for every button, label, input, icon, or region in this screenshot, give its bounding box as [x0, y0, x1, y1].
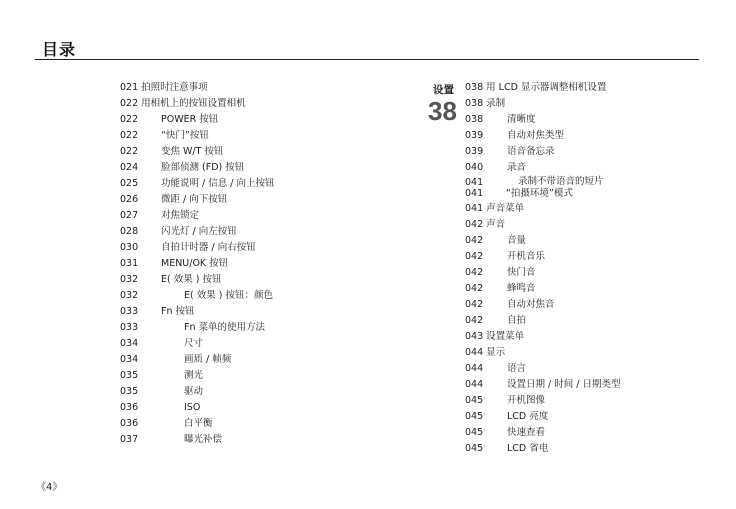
toc-entry-title: 用相机上的按钮设置相机	[141, 98, 246, 109]
toc-entry-title: 白平衡	[184, 418, 213, 429]
toc-entry[interactable]	[120, 416, 420, 432]
toc-entry-title: 自拍计时器 / 向右按钮	[161, 242, 256, 253]
toc-entry[interactable]	[465, 201, 715, 217]
toc-page-number: 043	[465, 331, 484, 342]
toc-page-number: 039	[465, 146, 484, 157]
toc-entry-title: 对焦锁定	[161, 210, 200, 221]
toc-entry[interactable]	[120, 208, 420, 224]
toc-entry-title: POWER 按钮	[161, 114, 219, 125]
toc-entry-title: E( 效果 ) 按钮	[161, 274, 222, 285]
toc-entry[interactable]	[465, 112, 715, 128]
toc-entry[interactable]	[120, 240, 420, 256]
toc-entry-title: 蜂鸣音	[507, 283, 536, 294]
toc-entry-title: “拍摄环境”模式	[506, 188, 573, 199]
toc-page-number: 039	[465, 130, 484, 141]
toc-page-number: 038	[465, 82, 484, 93]
toc-entry-title: 曝光补偿	[184, 434, 223, 445]
toc-page-number: 032	[120, 290, 139, 301]
toc-entry-title: 驱动	[184, 386, 204, 397]
toc-entry[interactable]	[120, 304, 420, 320]
toc-page-number: 036	[120, 418, 139, 429]
toc-entry[interactable]	[465, 128, 715, 144]
toc-entry-title: 自动对焦类型	[507, 130, 565, 141]
toc-page-number: 045	[465, 411, 484, 422]
toc-page-number: 045	[465, 427, 484, 438]
toc-entry[interactable]	[465, 96, 715, 112]
toc-entry[interactable]	[120, 256, 420, 272]
toc-page-number: 022	[120, 98, 139, 109]
toc-entry-title: E( 效果 ) 按钮：颜色	[184, 290, 273, 301]
toc-page-number: 033	[120, 322, 139, 333]
page-number-footer: 《4》	[36, 482, 63, 493]
toc-entry-title: 开机图像	[507, 395, 546, 406]
toc-page-number: 026	[120, 194, 139, 205]
toc-page-number: 042	[465, 251, 484, 262]
toc-page-number: 042	[465, 299, 484, 310]
page-title: 目录	[42, 40, 77, 59]
toc-page-number: 044	[465, 363, 484, 374]
toc-page-number: 041	[465, 188, 484, 199]
toc-entry-title: LCD 省电	[507, 443, 549, 454]
toc-page-number: 036	[120, 402, 139, 413]
toc-entry[interactable]	[120, 288, 420, 304]
toc-page-number: 041	[465, 203, 484, 214]
toc-page-number: 034	[120, 338, 139, 349]
toc-entry-title: 闪光灯 / 向左按钮	[161, 226, 237, 237]
toc-entry[interactable]	[465, 80, 715, 96]
toc-page-number: 045	[465, 395, 484, 406]
toc-entry[interactable]	[465, 361, 715, 377]
toc-entry-title: 设置菜单	[486, 331, 525, 342]
toc-entry-title: 开机音乐	[507, 251, 546, 262]
toc-entry[interactable]	[465, 249, 715, 265]
toc-page-number: 038	[465, 98, 484, 109]
toc-entry-title: 用 LCD 显示器调整相机设置	[486, 82, 607, 93]
toc-entry[interactable]	[465, 441, 715, 457]
toc-page-number: 038	[465, 114, 484, 125]
toc-page-number: 028	[120, 226, 139, 237]
toc-entry[interactable]	[120, 432, 420, 448]
toc-entry[interactable]	[120, 96, 420, 112]
toc-entry-title: 录音	[507, 162, 527, 173]
toc-entry-title: ISO	[184, 402, 201, 413]
toc-entry[interactable]	[465, 377, 715, 393]
toc-entry-title: 微距 / 向下按钮	[161, 194, 228, 205]
toc-entry-title: 音量	[507, 235, 527, 246]
toc-entry[interactable]	[465, 144, 715, 160]
toc-entry[interactable]	[120, 272, 420, 288]
toc-page-number: 044	[465, 379, 484, 390]
toc-page-number: 022	[120, 130, 139, 141]
toc-entry-title: 快速查看	[507, 427, 546, 438]
toc-entry-title: 脸部侦测 (FD) 按钮	[161, 162, 245, 173]
toc-entry[interactable]	[120, 80, 420, 96]
toc-entry[interactable]	[120, 400, 420, 416]
toc-left-column	[120, 80, 420, 448]
toc-page-number: 042	[465, 267, 484, 278]
toc-entry[interactable]	[120, 368, 420, 384]
toc-entry-title: 显示	[486, 347, 506, 358]
toc-entry[interactable]	[120, 384, 420, 400]
toc-page-number: 030	[120, 242, 139, 253]
toc-entry[interactable]	[465, 160, 715, 176]
toc-entry[interactable]	[465, 176, 715, 201]
toc-page-number: 032	[120, 274, 139, 285]
toc-entry[interactable]	[120, 112, 420, 128]
toc-entry[interactable]	[465, 425, 715, 441]
toc-page-number: 025	[120, 178, 139, 189]
toc-entry-title: 录制	[486, 98, 506, 109]
toc-entry[interactable]	[465, 313, 715, 329]
toc-entry[interactable]	[120, 128, 420, 144]
toc-entry[interactable]	[465, 329, 715, 345]
toc-page-number: 035	[120, 370, 139, 381]
toc-entry[interactable]	[120, 160, 420, 176]
toc-entry[interactable]	[120, 224, 420, 240]
toc-entry[interactable]	[465, 217, 715, 233]
toc-page-number: 040	[465, 162, 484, 173]
toc-page-number: 021	[120, 82, 139, 93]
toc-entry-title: 声音	[486, 219, 506, 230]
toc-entry-title: 画质 / 帧频	[184, 354, 232, 365]
toc-entry[interactable]	[465, 409, 715, 425]
toc-entry-title: Fn 按钮	[161, 306, 195, 317]
toc-entry[interactable]	[465, 281, 715, 297]
toc-entry-title: 快门音	[507, 267, 536, 278]
toc-entry-title: 功能说明 / 信息 / 向上按钮	[161, 178, 275, 189]
toc-page-number: 033	[120, 306, 139, 317]
section-page-number: 38	[428, 96, 457, 126]
toc-page-number: 044	[465, 347, 484, 358]
toc-page-number: 031	[120, 258, 139, 269]
toc-entry[interactable]	[120, 144, 420, 160]
toc-page-number: 045	[465, 443, 484, 454]
toc-entry[interactable]	[120, 176, 420, 192]
toc-entry[interactable]	[120, 192, 420, 208]
toc-page-number: 034	[120, 354, 139, 365]
toc-entry-title: 尺寸	[184, 338, 204, 349]
toc-page-number: 022	[120, 114, 139, 125]
toc-entry[interactable]	[120, 336, 420, 352]
toc-entry-title: 清晰度	[507, 114, 536, 125]
toc-page-number: 041	[465, 177, 484, 188]
toc-entry-title: 自拍	[507, 315, 527, 326]
toc-entry-title: 设置日期 / 时间 / 日期类型	[507, 379, 621, 390]
toc-entry-title: 语音备忘录	[507, 146, 555, 157]
toc-entry-title: Fn 菜单的使用方法	[184, 322, 266, 333]
section-label: 设置	[433, 84, 454, 96]
toc-entry[interactable]	[465, 393, 715, 409]
toc-entry-title: 测光	[184, 370, 204, 381]
toc-right-column	[465, 80, 715, 457]
toc-entry-title: MENU/OK 按钮	[161, 258, 229, 269]
toc-entry-title: 拍照时注意事项	[141, 82, 208, 93]
toc-entry[interactable]	[465, 233, 715, 249]
title-divider	[35, 59, 699, 60]
toc-entry-title: “快门”按钮	[161, 130, 209, 141]
toc-entry-title: 变焦 W/T 按钮	[161, 146, 224, 157]
toc-page-number: 042	[465, 315, 484, 326]
toc-page-number: 024	[120, 162, 139, 173]
toc-page-number: 042	[465, 219, 484, 230]
toc-entry[interactable]	[120, 352, 420, 368]
toc-page-number: 022	[120, 146, 139, 157]
toc-entry-title: 声音菜单	[486, 203, 525, 214]
toc-entry[interactable]	[465, 297, 715, 313]
toc-entry[interactable]	[465, 265, 715, 281]
toc-entry[interactable]	[465, 345, 715, 361]
toc-page-number: 042	[465, 283, 484, 294]
toc-entry-title: 自动对焦音	[507, 299, 555, 310]
toc-page-number: 037	[120, 434, 139, 445]
toc-entry-title: LCD 亮度	[507, 411, 549, 422]
toc-page-number: 027	[120, 210, 139, 221]
toc-page-number: 042	[465, 235, 484, 246]
toc-entry-title: 语言	[507, 363, 527, 374]
toc-entry-title: 录制不带语音的短片	[518, 176, 604, 187]
toc-entry[interactable]	[120, 320, 420, 336]
toc-page-number: 035	[120, 386, 139, 397]
